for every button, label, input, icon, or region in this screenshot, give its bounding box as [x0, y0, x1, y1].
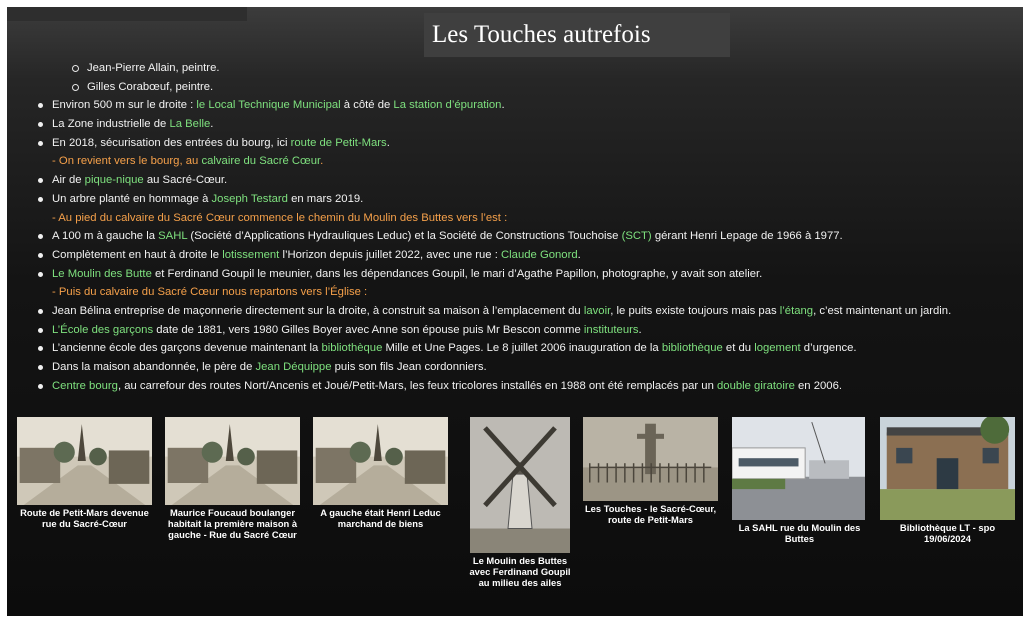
text-run: - On revient vers le bourg, au [52, 155, 202, 168]
text-run: puis son fils Jean cordonniers. [331, 361, 487, 373]
windmill-photo-icon[interactable] [470, 417, 575, 553]
text-run: - Puis du calvaire du Sacré Cœur nous repartons vers l’Église : [52, 286, 368, 299]
gallery-card[interactable] [732, 417, 867, 544]
gallery-card[interactable] [313, 417, 448, 529]
link[interactable]: (SCT) [621, 230, 652, 243]
link[interactable]: Centre bourg [52, 379, 118, 392]
circle-bullet-icon [72, 84, 79, 91]
link[interactable]: calvaire du Sacré Cœur [201, 155, 321, 168]
text-run: Complètement en haut à droite le [52, 248, 223, 261]
link[interactable]: l’étang [779, 304, 814, 317]
text-run: l’Horizon depuis juillet 2022, avec une rue : [279, 248, 502, 261]
text-run: . [320, 155, 324, 168]
link[interactable]: lotissement [222, 248, 280, 261]
text-run: et du [722, 342, 755, 355]
text-run: L’ancienne école des garçons devenue maintenant la [52, 342, 322, 355]
bullet-icon [38, 328, 43, 333]
bullet-icon [38, 309, 43, 314]
link[interactable]: bibliothèque [661, 342, 723, 355]
link[interactable]: bibliothèque [321, 342, 383, 355]
text-run: (Société d’Applications Hydrauliques Leduc) et la Société de Constructions Touchoise [187, 230, 622, 243]
list-item [7, 96, 1023, 115]
text-run: date de 1881, vers 1980 Gilles Boyer avec Anne son épouse puis Mr Bescon comme [153, 323, 584, 336]
page-frame [7, 7, 1023, 616]
old-street-photo-icon[interactable] [165, 417, 300, 505]
list-item [7, 265, 1023, 284]
text-run: d’urgence. [800, 342, 857, 355]
gallery-caption: Route de Petit-Mars devenue rue du Sacré-Cœur [20, 507, 149, 529]
list-item [7, 115, 1023, 134]
bullet-icon [38, 141, 43, 146]
link[interactable]: La Belle [169, 118, 211, 131]
list-item [7, 227, 1023, 246]
bullet-icon [38, 272, 43, 277]
text-run: En 2018, sécurisation des entrées du bourg, ici [52, 136, 291, 149]
bullet-icon [38, 365, 43, 370]
text-run: . [501, 99, 505, 112]
text-run: à côté de [340, 99, 394, 112]
text-run: A 100 m à gauche la [52, 230, 159, 243]
gallery-caption: Les Touches - le Sacré-Cœur, route de Petit-Mars [584, 503, 717, 525]
list-item [7, 246, 1023, 265]
link[interactable]: instituteurs [583, 323, 639, 336]
list-item [7, 302, 1023, 321]
link[interactable]: La station d’épuration [393, 99, 502, 112]
gallery-caption: Bibliothèque LT - spo 19/06/2024 [899, 522, 996, 544]
text-run: Un arbre planté en hommage à [52, 192, 212, 205]
gallery-caption: La SAHL rue du Moulin des Buttes [738, 522, 861, 544]
route-note [7, 209, 1023, 228]
sub-list-item [7, 59, 1023, 78]
modern-building-photo-icon[interactable] [732, 417, 867, 520]
bullet-icon [38, 178, 43, 183]
link[interactable]: lavoir [583, 304, 611, 317]
text-run: , le puits existe toujours mais pas [610, 304, 780, 317]
text-run: Air de [52, 174, 85, 187]
text-run: Dans la maison abandonnée, le père de [52, 361, 256, 373]
list-item [7, 377, 1023, 396]
gallery-card[interactable] [880, 417, 1015, 544]
text-run: en 2006. [794, 379, 843, 392]
bullet-icon [38, 253, 43, 258]
route-note [7, 283, 1023, 302]
link[interactable]: pique-nique [84, 174, 144, 187]
list-item [7, 321, 1023, 340]
text-run: . [638, 323, 642, 336]
bullet-icon [38, 197, 43, 202]
old-street-photo-icon[interactable] [313, 417, 448, 505]
text-run: . [577, 248, 581, 261]
gallery-card[interactable] [165, 417, 300, 540]
link[interactable]: route de Petit-Mars [290, 136, 387, 149]
gallery-caption: Le Moulin des Buttes avec Ferdinand Goupil au milieu des ailes [469, 555, 571, 588]
link[interactable]: logement [754, 342, 801, 355]
text-run: - Au pied du calvaire du Sacré Cœur commence le chemin du Moulin des Buttes vers l’est : [52, 211, 508, 224]
gallery-caption: A gauche était Henri Leduc marchand de biens [320, 507, 441, 529]
gallery-caption: Maurice Foucaud boulanger habitait la première maison à gauche - Rue du Sacré Cœur [167, 507, 298, 540]
text-run: Mille et Une Pages. Le 8 juillet 2006 inauguration de la [382, 342, 662, 355]
text-run: . [386, 136, 390, 149]
content-list [7, 59, 1023, 395]
link[interactable]: Le Moulin des Butte [52, 267, 152, 280]
top-bar [7, 7, 247, 21]
bullet-icon [38, 122, 43, 127]
link[interactable]: SAHL [158, 230, 188, 243]
gallery-card[interactable] [465, 417, 575, 588]
page-title: Les Touches autrefois [424, 13, 730, 57]
text-run: , au carrefour des routes Nort/Ancenis et Joué/Petit-Mars, les feux tricolores installés en 1988 ont été remplacés par un [117, 379, 717, 392]
sub-list-item [7, 78, 1023, 97]
link[interactable]: le Local Technique Municipal [196, 99, 341, 112]
gallery-card[interactable] [583, 417, 718, 525]
text-run: Jean Bélina entreprise de maçonnerie directement sur la droite, à construit sa maison à l’emplacement du [52, 304, 584, 317]
old-street-photo-icon[interactable] [17, 417, 152, 505]
text-run: au Sacré-Cœur. [143, 174, 228, 187]
gallery-card[interactable] [17, 417, 152, 529]
text-run: Environ 500 m sur le droite : [52, 99, 197, 112]
link[interactable]: double giratoire [717, 379, 795, 392]
link[interactable]: L’École des garçons [52, 323, 154, 336]
list-item [7, 190, 1023, 209]
bullet-icon [38, 346, 43, 351]
bullet-icon [38, 103, 43, 108]
text-run: , c’est maintenant un jardin. [813, 304, 952, 317]
circle-bullet-icon [72, 65, 79, 72]
bullet-icon [38, 384, 43, 389]
text-run: . [210, 118, 214, 131]
bullet-icon [38, 234, 43, 239]
list-item [7, 339, 1023, 358]
library-photo-icon[interactable] [880, 417, 1015, 520]
text-run: en mars 2019. [287, 192, 364, 205]
sub-list-item-text: Gilles Corabœuf, peintre. [87, 80, 214, 93]
text-run: et Ferdinand Goupil le meunier, dans les dépendances Goupil, le mari d’Agathe Papillon, photographe, y avait son atelier. [151, 267, 763, 280]
text-run: gérant Henri Lepage de 1966 à 1977. [651, 230, 843, 243]
list-item [7, 358, 1023, 377]
link[interactable]: Claude Gonord [501, 248, 578, 261]
route-note [7, 152, 1023, 171]
text-run: La Zone industrielle de [52, 118, 170, 131]
link[interactable]: Jean Déquippe [255, 361, 332, 373]
link[interactable]: Joseph Testard [211, 192, 288, 205]
old-calvary-photo-icon[interactable] [583, 417, 718, 501]
sub-list-item-text: Jean-Pierre Allain, peintre. [87, 62, 220, 74]
list-item [7, 171, 1023, 190]
list-item [7, 134, 1023, 153]
